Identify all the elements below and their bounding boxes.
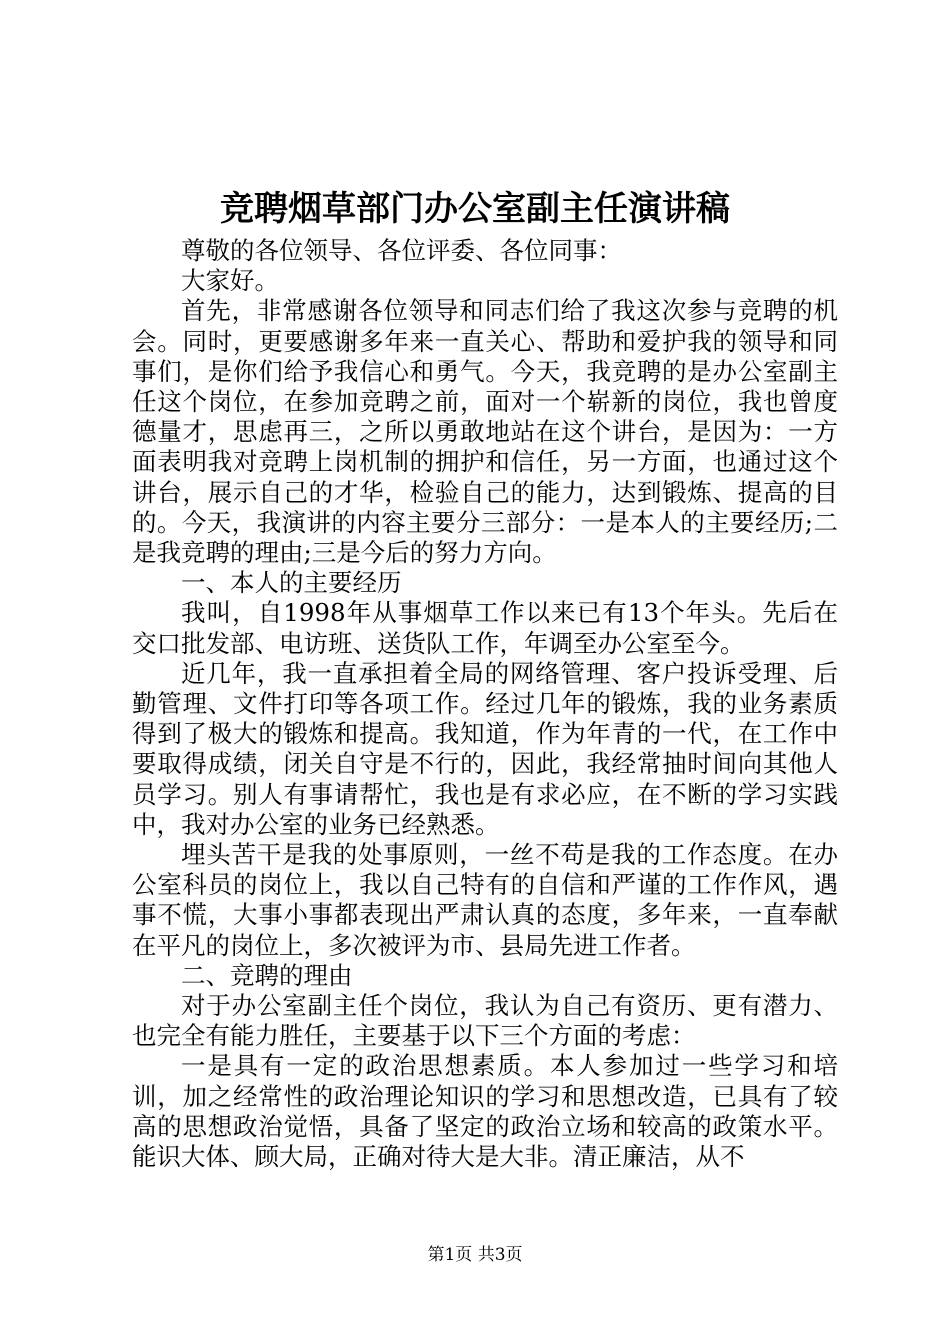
experience-paragraph-3: 埋头苦干是我的处事原则，一丝不苟是我的工作态度。在办公室科员的岗位上，我以自己特有的自信和严谨的工作作风，遇事不慌，大事小事都表现出严肃认真的态度，多年来，一直奉献在平凡的岗位上，多次被评为市、县局先进工作者。	[132, 840, 838, 960]
reasons-paragraph-2: 一是具有一定的政治思想素质。本人参加过一些学习和培训，加之经常性的政治理论知识的学习和思想改造，已具有了较高的思想政治觉悟，具备了坚定的政治立场和较高的政策水平。能识大体、顾大局，正确对待大是大非。清正廉洁，从不	[132, 1051, 838, 1172]
document-body	[132, 236, 838, 1172]
page-footer: 第1页 共3页	[427, 1245, 523, 1265]
experience-paragraph-1: 我叫，自1998年从事烟草工作以来已有13个年头。先后在交口批发部、电访班、送货队工作，年调至办公室至今。	[132, 598, 838, 658]
section-heading-experience: 一、本人的主要经历	[181, 568, 402, 598]
experience-paragraph-2: 近几年，我一直承担着全局的网络管理、客户投诉受理、后勤管理、文件打印等各项工作。经过几年的锻炼，我的业务素质得到了极大的锻炼和提高。我知道，作为年青的一代，在工作中要取得成绩，闭关自守是不行的，因此，我经常抽时间向其他人员学习。别人有事请帮忙，我也是有求必应，在不断的学习实践中，我对办公室的业务已经熟悉。	[132, 658, 838, 839]
reasons-paragraph-1: 对于办公室副主任个岗位，我认为自己有资历、更有潜力、也完全有能力胜任，主要基于以下三个方面的考虑：	[132, 991, 838, 1051]
greeting-paragraph: 大家好。	[181, 266, 279, 296]
document-title: 竞聘烟草部门办公室副主任演讲稿	[220, 189, 730, 229]
section-heading-reasons: 二、竞聘的理由	[181, 960, 353, 990]
intro-paragraph: 首先，非常感谢各位领导和同志们给了我这次参与竞聘的机会。同时，更要感谢多年来一直关心、帮助和爱护我的领导和同事们，是你们给予我信心和勇气。今天，我竞聘的是办公室副主任这个岗位，在参加竞聘之前，面对一个崭新的岗位，我也曾度德量才，思虑再三，之所以勇敢地站在这个讲台，是因为：一方面表明我对竞聘上岗机制的拥护和信任，另一方面，也通过这个讲台，展示自己的才华，检验自己的能力，达到锻炼、提高的目的。今天，我演讲的内容主要分三部分：一是本人的主要经历;二是我竞聘的理由;三是今后的努力方向。	[132, 296, 838, 568]
salutation-paragraph: 尊敬的各位领导、各位评委、各位同事：	[181, 236, 622, 265]
